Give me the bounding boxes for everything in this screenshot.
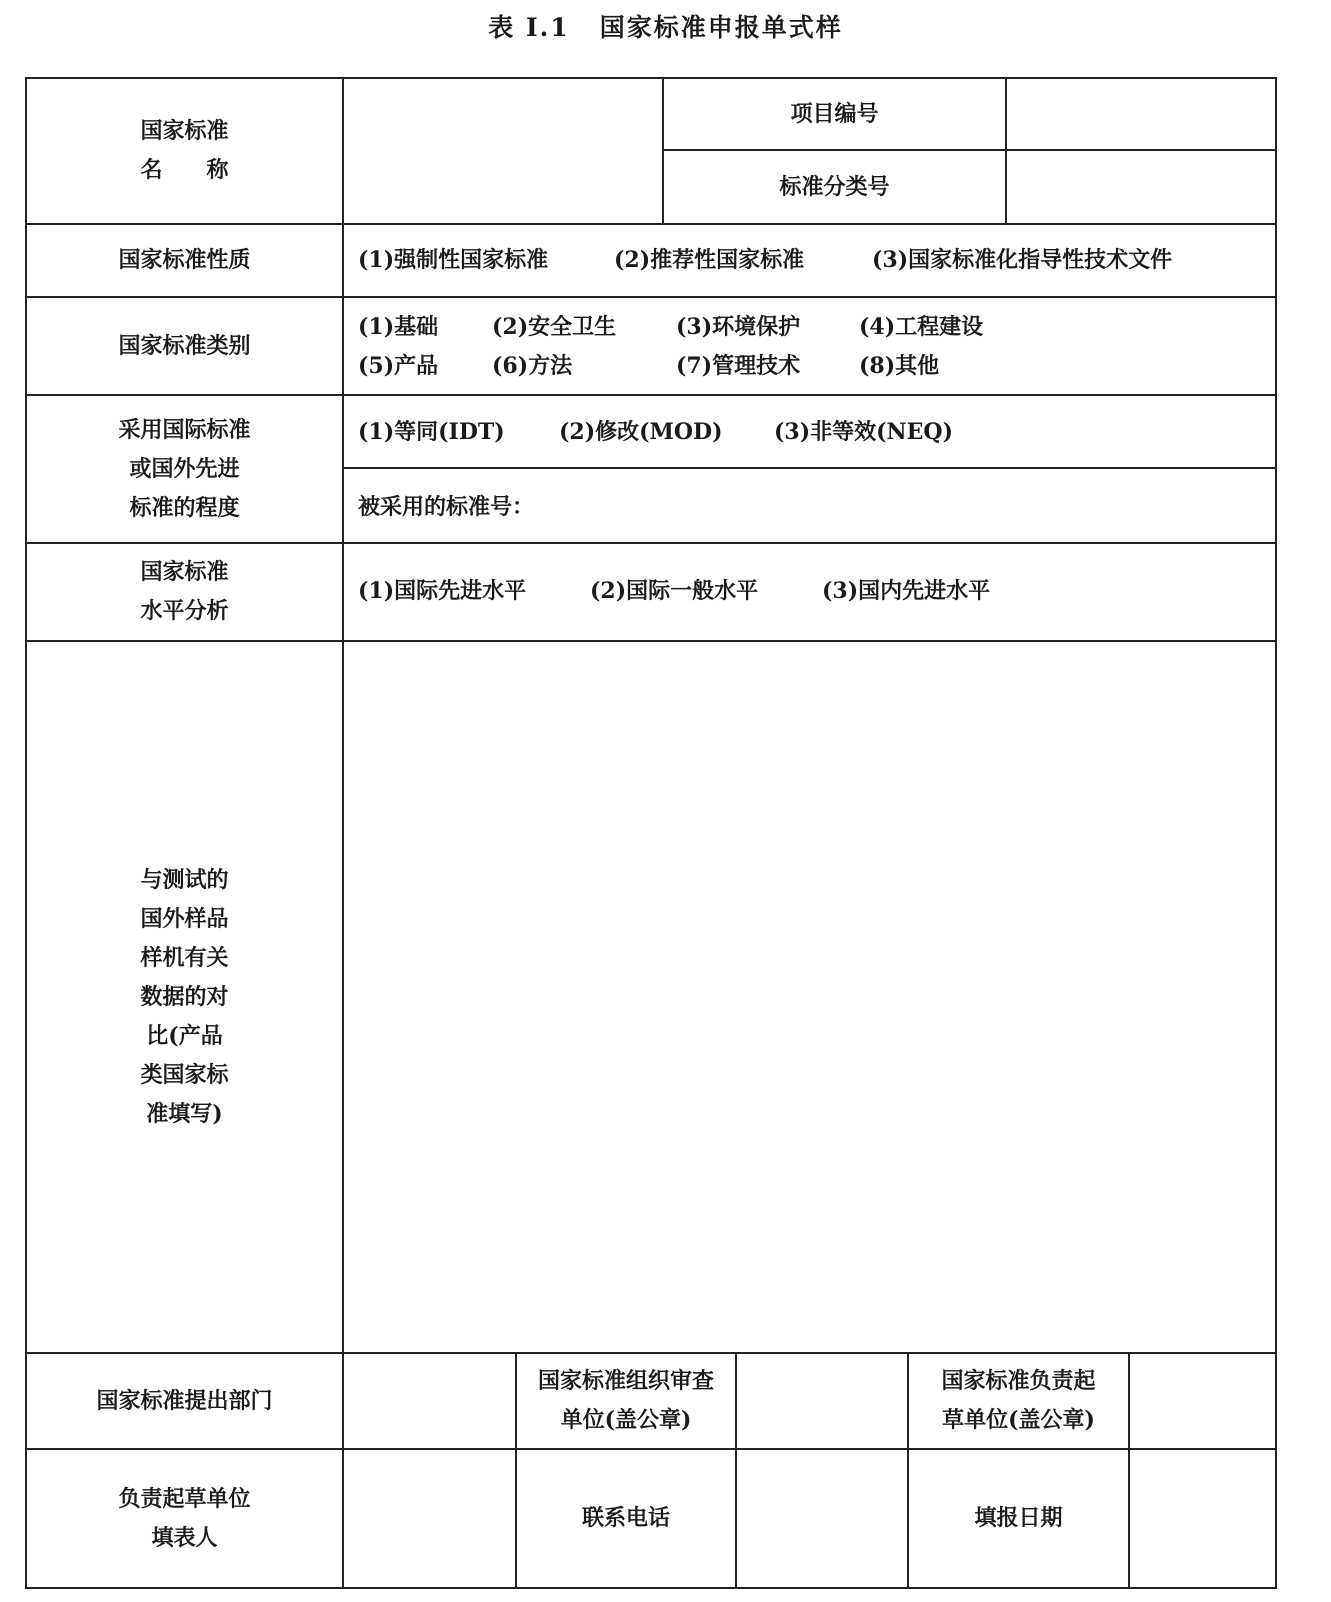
form-title xyxy=(0,8,1331,48)
category-option[interactable]: (5)产品 xyxy=(358,353,439,379)
review-unit-field[interactable] xyxy=(737,1354,907,1448)
table-number: 表 I.1 xyxy=(488,13,570,42)
proposing-department-label: 国家标准提出部门 xyxy=(96,1387,273,1414)
class-number-field[interactable] xyxy=(1007,151,1275,223)
drafting-unit-label: 国家标准负责起 草单位(盖公章) xyxy=(941,1368,1096,1433)
class-number-label: 标准分类号 xyxy=(779,173,890,200)
form-filler-label: 负责起草单位 填表人 xyxy=(118,1485,251,1551)
nature-option[interactable]: (3)国家标准化指导性技术文件 xyxy=(872,247,1173,273)
adoption-option[interactable]: (1)等同(IDT) xyxy=(358,419,505,445)
level-analysis-label: 国家标准 水平分析 xyxy=(140,559,229,624)
form-filler-field[interactable] xyxy=(344,1450,515,1587)
standard-name-label: 国家标准 名 称 xyxy=(140,118,229,183)
adopted-standard-number-label: 被采用的标准号： xyxy=(358,494,535,520)
adoption-degree-label: 采用国际标准 或国外先进 标准的程度 xyxy=(118,416,251,521)
comparison-label: 与测试的 国外样品 样机有关 数据的对 比(产品 类国家标 准填写) xyxy=(140,866,229,1127)
review-unit-label: 国家标准组织审查 单位(盖公章) xyxy=(537,1368,714,1433)
table-title: 国家标准申报单式样 xyxy=(599,13,843,42)
comparison-field[interactable] xyxy=(344,642,1275,1352)
proposing-department-field[interactable] xyxy=(344,1354,515,1448)
category-option[interactable]: (1)基础 xyxy=(358,314,439,340)
drafting-unit-field[interactable] xyxy=(1130,1354,1275,1448)
phone-field[interactable] xyxy=(737,1450,907,1587)
phone-label: 联系电话 xyxy=(581,1505,670,1531)
category-option[interactable]: (3)环境保护 xyxy=(676,314,801,340)
level-option[interactable]: (2)国际一般水平 xyxy=(590,578,759,604)
category-option[interactable]: (4)工程建设 xyxy=(859,314,984,340)
fill-date-label: 填报日期 xyxy=(974,1505,1063,1531)
row-divider xyxy=(343,467,1277,469)
standard-name-field[interactable] xyxy=(344,79,662,223)
project-number-field[interactable] xyxy=(1007,79,1275,149)
category-option[interactable]: (7)管理技术 xyxy=(676,353,801,379)
nature-option[interactable]: (2)推荐性国家标准 xyxy=(614,247,805,273)
adoption-option[interactable]: (2)修改(MOD) xyxy=(559,419,723,445)
project-number-label: 项目编号 xyxy=(790,100,879,127)
category-option[interactable]: (2)安全卫生 xyxy=(492,314,617,340)
level-option[interactable]: (3)国内先进水平 xyxy=(822,578,991,604)
fill-date-field[interactable] xyxy=(1130,1450,1275,1587)
category-option[interactable]: (8)其他 xyxy=(859,353,940,379)
adoption-option[interactable]: (3)非等效(NEQ) xyxy=(774,419,953,445)
category-label: 国家标准类别 xyxy=(118,332,251,359)
nature-label: 国家标准性质 xyxy=(118,247,251,273)
category-option[interactable]: (6)方法 xyxy=(492,353,573,379)
nature-option[interactable]: (1)强制性国家标准 xyxy=(358,247,549,273)
level-option[interactable]: (1)国际先进水平 xyxy=(358,578,527,604)
